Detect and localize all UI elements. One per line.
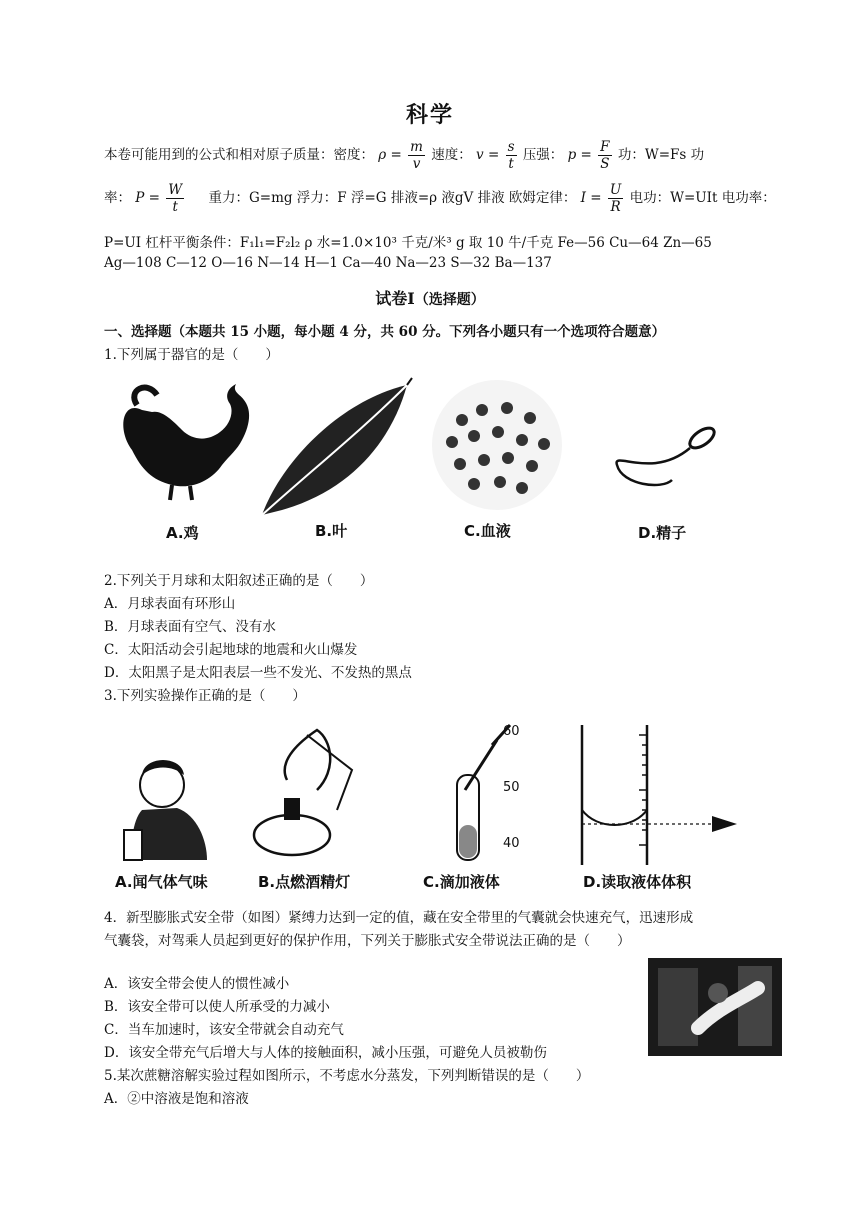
q1-caption-b: B.叶 bbox=[315, 522, 348, 540]
power-prefix: 率： bbox=[104, 190, 131, 206]
q2-option-b: B．月球表面有空气、没有水 bbox=[104, 619, 276, 635]
q4-option-c: C．当车加速时，该安全带就会自动充气 bbox=[104, 1022, 344, 1038]
formula-line-3: P=UI 杠杆平衡条件：F₁l₁=F₂l₂ ρ 水=1.0×10³ 千克/米³ g 取 10 牛/千克 Fe—56 Cu—64 Zn—65 bbox=[104, 235, 712, 251]
q3-caption-d: D.读取液体体积 bbox=[583, 873, 692, 891]
gravity-buoyancy-text: 重力：G=mg 浮力：F 浮=G 排液=ρ 液gV 排液 欧姆定律： bbox=[208, 190, 577, 206]
q1-caption-c: C.血液 bbox=[464, 522, 511, 540]
q1-caption-a: A.鸡 bbox=[166, 524, 199, 542]
pressure-label: 压强： bbox=[522, 147, 564, 163]
pressure-fraction bbox=[598, 139, 611, 172]
q4-stem-line-2: 气囊袋，对驾乘人员起到更好的保护作用，下列关于膨胀式安全带说法正确的是（ ） bbox=[104, 933, 631, 949]
q1-stem: 1.下列属于器官的是（ ） bbox=[104, 347, 279, 363]
q5-stem: 5.某次蔗糖溶解实验过程如图所示，不考虑水分蒸发，下列判断错误的是（ ） bbox=[104, 1068, 590, 1084]
electric-work-text: 电功：W=UIt 电功率： bbox=[629, 190, 776, 206]
part-one-heading: 一、选择题（本题共 15 小题，每小题 4 分，共 60 分。下列各小题只有一个选项符合题意） bbox=[104, 324, 666, 340]
atomic-mass-line: Ag—108 C—12 O—16 N—14 H—1 Ca—40 Na—23 S—32 Ba—137 bbox=[104, 255, 552, 271]
q3-caption-c: C.滴加液体 bbox=[423, 873, 500, 891]
q1-caption-d: D.精子 bbox=[638, 524, 687, 542]
q5-option-a: A．②中溶液是饱和溶液 bbox=[104, 1091, 249, 1107]
scale-tick-60: 60 bbox=[503, 724, 520, 739]
q2-stem: 2.下列关于月球和太阳叙述正确的是（ ） bbox=[104, 573, 374, 589]
section-subtitle: （选择题） bbox=[414, 292, 485, 308]
q3-figure bbox=[112, 720, 752, 870]
section-name: 试卷Ⅰ bbox=[375, 289, 415, 308]
speed-lhs: v = bbox=[476, 147, 500, 163]
speed-num: s bbox=[507, 139, 515, 155]
scale-tick-40: 40 bbox=[503, 836, 520, 851]
q2-option-c: C．太阳活动会引起地球的地震和火山爆发 bbox=[104, 642, 358, 658]
scale-tick-50: 50 bbox=[503, 780, 520, 795]
pressure-den: S bbox=[600, 156, 610, 172]
smelling-gas-icon bbox=[124, 760, 207, 860]
page-title: 科学 bbox=[405, 102, 454, 128]
ohm-fraction bbox=[608, 182, 623, 215]
speed-den: t bbox=[508, 156, 514, 172]
q2-option-a: A．月球表面有环形山 bbox=[104, 596, 236, 612]
work-label: 功：W=Fs 功 bbox=[617, 147, 705, 163]
power-fraction bbox=[166, 182, 184, 215]
density-lhs: ρ = bbox=[378, 147, 402, 163]
pressure-lhs: p = bbox=[567, 147, 592, 163]
q4-seatbelt-photo bbox=[648, 958, 782, 1056]
speed-label: 速度： bbox=[431, 147, 472, 163]
formula-line-2 bbox=[104, 182, 776, 215]
leaf-icon bbox=[262, 378, 412, 515]
rooster-icon bbox=[123, 384, 249, 500]
power-lhs: P = bbox=[135, 190, 160, 206]
power-den: t bbox=[172, 199, 178, 215]
sperm-icon bbox=[617, 424, 718, 485]
q3-caption-a: A.闻气体气味 bbox=[115, 873, 208, 891]
q3-stem: 3.下列实验操作正确的是（ ） bbox=[104, 688, 306, 704]
q4-option-b: B．该安全带可以使人所承受的力减小 bbox=[104, 999, 330, 1015]
ohm-lhs: I = bbox=[580, 190, 602, 206]
q3-caption-b: B.点燃酒精灯 bbox=[258, 873, 351, 891]
q4-option-a: A．该安全带会使人的惯性减小 bbox=[104, 976, 290, 992]
power-num: W bbox=[168, 182, 183, 198]
q4-stem-line-1: 4．新型膨胀式安全带（如图）紧缚力达到一定的值，藏在安全带里的气囊就会快速充气，迅速形成 bbox=[104, 910, 694, 926]
density-fraction bbox=[408, 139, 425, 172]
speed-fraction bbox=[506, 139, 517, 172]
formula-line-1 bbox=[104, 139, 704, 172]
graduated-cylinder-icon bbox=[582, 725, 737, 865]
ohm-den: R bbox=[610, 199, 621, 215]
q4-option-d: D．该安全带充气后增大与人体的接触面积，减小压强，可避免人员被勒伤 bbox=[104, 1045, 547, 1061]
q2-option-d: D．太阳黑子是太阳表层一些不发光、不发热的黑点 bbox=[104, 665, 412, 681]
ohm-num: U bbox=[609, 182, 622, 198]
density-num: m bbox=[410, 139, 423, 155]
pressure-num: F bbox=[600, 139, 610, 155]
section-title bbox=[0, 286, 860, 309]
formula-intro: 本卷可能用到的公式和相对原子质量：密度： bbox=[104, 147, 374, 163]
blood-cells-icon bbox=[432, 380, 562, 510]
density-den: v bbox=[412, 156, 421, 172]
alcohol-lamp-icon bbox=[254, 730, 352, 855]
